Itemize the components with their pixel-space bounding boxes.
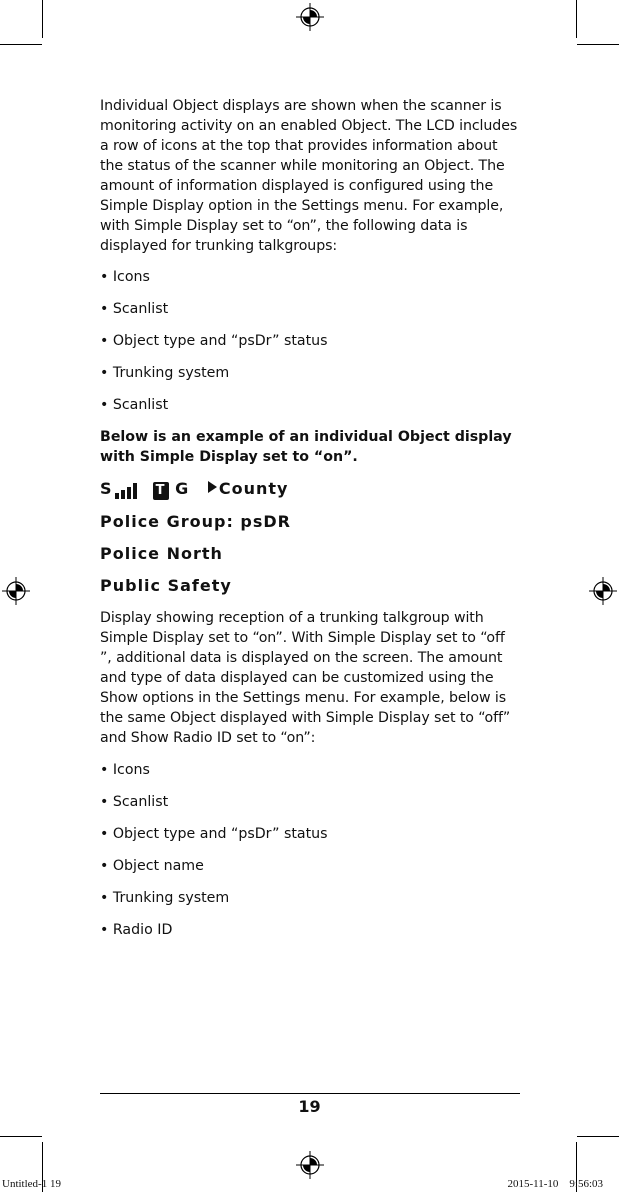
crop-mark [0,1136,42,1137]
lcd-s-label: S [100,479,113,498]
intro-paragraph: Individual Object displays are shown when the scanner is monitoring activity on an enabled Object. The LCD includes a row of icons at the top that provides information about the status of the scanner while monitoring an Object. The amount of information displayed is configured using the Simple Display option in the Settings menu. For example, with Simple Display set to “on”, the following data is displayed for trunking talkgroups: [100,98,518,254]
lcd-line-group: Police Group: psDR [100,512,291,531]
crop-mark [577,44,619,45]
lcd-line-system: Public Safety [100,576,232,595]
page-content [100,96,520,940]
lcd-line-object: Police North [100,544,223,563]
bullet-list-full [100,760,520,940]
description-paragraph: Display showing reception of a trunking talkgroup with Simple Display set to “on”. With Simple Display set to “off ”, additional data is displayed on the screen. The amount and type of data displayed can be customized using the Show options in the Settings menu. For example, below is the same Object displayed with Simple Display set to “off” and Show Radio ID set to “on”: [100,610,511,746]
trunk-t-icon: T [153,482,169,500]
print-slug-right: 2015-11-10 9:56:03 [507,1178,603,1190]
print-slug-left: Untitled-1 19 [2,1178,61,1190]
play-triangle-icon [208,481,217,493]
lcd-county-label: County [218,479,289,498]
crop-mark [0,44,42,45]
example-heading: Below is an example of an individual Object display with Simple Display set to “on”. [100,429,512,465]
signal-strength-icon [115,482,141,500]
page-number: 19 [298,1097,321,1116]
crop-mark [42,0,43,38]
list-item: • Trunking system [100,890,230,906]
list-item: • Object type and “psDr” status [100,826,328,842]
crop-mark [577,1136,619,1137]
list-item: • Scanlist [100,301,169,317]
list-item: • Scanlist [100,794,169,810]
list-item: • Radio ID [100,922,173,938]
registration-mark-icon [588,576,618,606]
crop-mark [576,0,577,38]
bullet-list-simple [100,267,520,415]
list-item: • Object name [100,858,204,874]
list-item: • Trunking system [100,365,230,381]
lcd-g-label: G [175,479,190,498]
list-item: • Icons [100,762,150,778]
list-item: • Icons [100,269,150,285]
list-item: • Scanlist [100,397,169,413]
registration-mark-icon [295,2,325,32]
footer-rule [100,1093,520,1094]
registration-mark-icon [1,576,31,606]
list-item: • Object type and “psDr” status [100,333,328,349]
lcd-icon-row [100,479,520,500]
lcd-display [100,479,520,596]
registration-mark-icon [295,1150,325,1180]
